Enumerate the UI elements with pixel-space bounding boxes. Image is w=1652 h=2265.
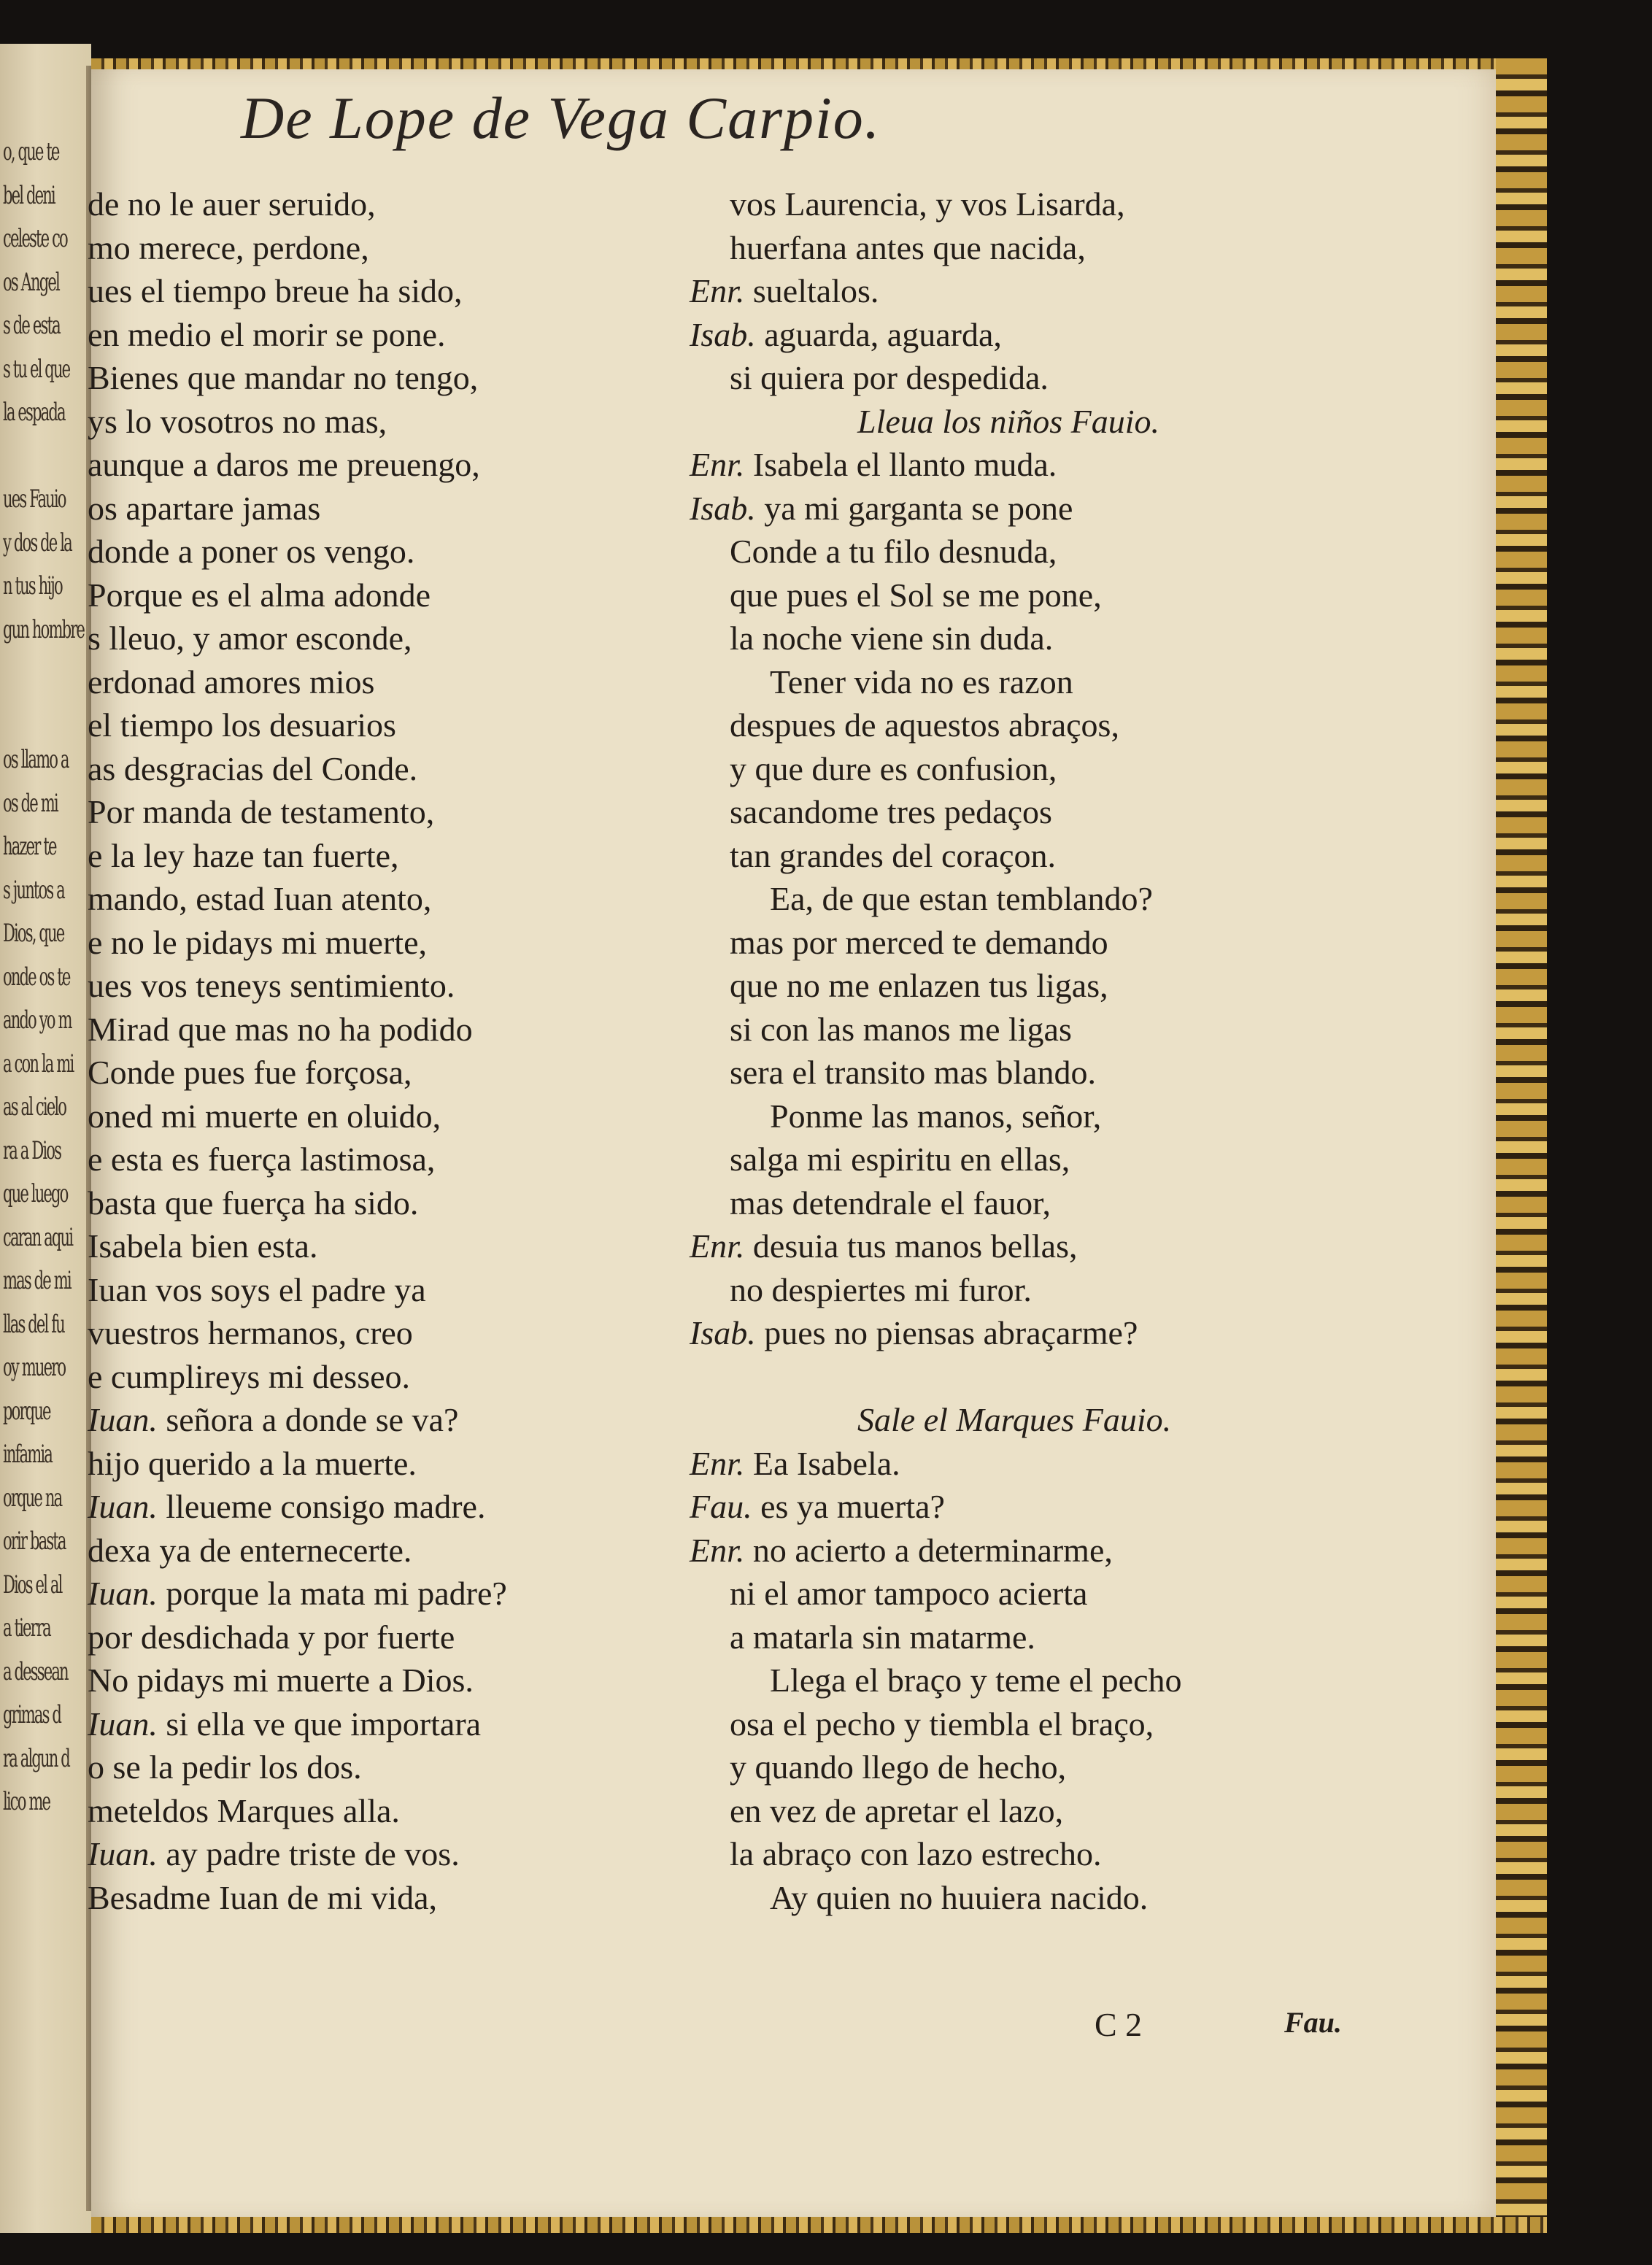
facing-page-fragment: bel deni bbox=[3, 180, 55, 210]
verse-text: por desdichada y por fuerte bbox=[88, 1618, 455, 1656]
verse-text: Ea Isabela. bbox=[752, 1444, 900, 1482]
verse-line bbox=[88, 1181, 507, 1225]
facing-page-fragment: a tierra bbox=[3, 1613, 50, 1643]
running-head: De Lope de Vega Carpio. bbox=[241, 85, 881, 151]
verse-line bbox=[88, 747, 507, 791]
verse-text: os apartare jamas bbox=[88, 489, 321, 527]
verse-text: que no me enlazen tus ligas, bbox=[730, 967, 1108, 1004]
facing-page-fragment: orir basta bbox=[3, 1527, 66, 1556]
verse-line bbox=[690, 1311, 1182, 1355]
verse-text: e la ley haze tan fuerte, bbox=[88, 836, 399, 874]
verse-line bbox=[690, 1051, 1182, 1095]
verse-line bbox=[690, 1485, 1182, 1529]
verse-line bbox=[690, 1702, 1182, 1746]
verse-line bbox=[88, 921, 507, 965]
verse-text: si quiera por despedida. bbox=[730, 359, 1049, 396]
verse-text: Llega el braço y teme el pecho bbox=[770, 1662, 1182, 1699]
verse-text: e esta es fuerça lastimosa, bbox=[88, 1141, 436, 1178]
verse-line bbox=[88, 269, 507, 313]
verse-line bbox=[690, 226, 1182, 270]
verse-text: ni el amor tampoco acierta bbox=[730, 1575, 1088, 1612]
speaker-label: Iuan. bbox=[88, 1835, 158, 1872]
verse-text: hijo querido a la muerte. bbox=[88, 1444, 417, 1482]
verse-text: mo merece, perdone, bbox=[88, 228, 369, 266]
verse-text: ues vos teneys sentimiento. bbox=[88, 967, 455, 1004]
verse-line bbox=[88, 1529, 507, 1573]
verse-text: mas por merced te demando bbox=[730, 923, 1108, 961]
verse-text: ay padre triste de vos. bbox=[166, 1835, 460, 1872]
verse-line bbox=[690, 1181, 1182, 1225]
speaker-label: Fau. bbox=[690, 1488, 752, 1525]
verse-line bbox=[690, 921, 1182, 965]
verse-text: la noche viene sin duda. bbox=[730, 620, 1054, 657]
verse-line bbox=[88, 790, 507, 834]
facing-page-fragment: os llamo a bbox=[3, 745, 69, 774]
verse-text: Ay quien no huuiera nacido. bbox=[770, 1878, 1149, 1916]
gilt-edge-bottom bbox=[91, 2217, 1547, 2233]
verse-text: no acierto a determinarme, bbox=[752, 1531, 1113, 1569]
verse-line bbox=[690, 574, 1182, 617]
speaker-label: Isab. bbox=[690, 489, 756, 527]
verse-text: Ea, de que estan temblando? bbox=[770, 880, 1153, 917]
speaker-label: Iuan. bbox=[88, 1488, 158, 1525]
facing-page-fragment: llas del fu bbox=[3, 1309, 64, 1339]
facing-page-fragment: o, que te bbox=[3, 137, 59, 166]
verse-text: sueltalos. bbox=[752, 272, 879, 309]
speaker-label: Enr. bbox=[690, 1444, 745, 1482]
verse-text: ya mi garganta se pone bbox=[764, 489, 1073, 527]
facing-page-edge bbox=[0, 44, 91, 2233]
stage-direction bbox=[690, 1398, 1182, 1442]
facing-page-fragment: que luego bbox=[3, 1179, 68, 1208]
verse-line bbox=[88, 182, 507, 226]
speaker-label: Enr. bbox=[690, 446, 745, 483]
speaker-label: Enr. bbox=[690, 272, 745, 309]
verse-line bbox=[88, 703, 507, 747]
facing-page-fragment: caran aqui bbox=[3, 1222, 73, 1252]
verse-line bbox=[88, 1702, 507, 1746]
facing-page-fragment: celeste co bbox=[3, 224, 67, 253]
verse-line bbox=[690, 313, 1182, 357]
verse-text: mando, estad Iuan atento, bbox=[88, 880, 432, 917]
speaker-label: Enr. bbox=[690, 1227, 745, 1265]
verse-text: de no le auer seruido, bbox=[88, 185, 376, 223]
verse-line bbox=[88, 530, 507, 574]
facing-page-fragment: os de mi bbox=[3, 788, 58, 818]
verse-line bbox=[690, 877, 1182, 921]
verse-line bbox=[690, 443, 1182, 487]
stage-direction-text: Sale el Marques Fauio. bbox=[857, 1401, 1172, 1438]
verse-text: la abraço con lazo estrecho. bbox=[730, 1835, 1102, 1872]
verse-text: Conde pues fue forçosa, bbox=[88, 1054, 412, 1091]
facing-page-fragment: Dios, que bbox=[3, 919, 64, 948]
verse-line bbox=[690, 964, 1182, 1008]
verse-text: salga mi espiritu en ellas, bbox=[730, 1141, 1070, 1178]
verse-text: a matarla sin matarme. bbox=[730, 1618, 1035, 1656]
facing-page-fragment: ues Fauio bbox=[3, 485, 66, 514]
facing-page-fragment: s juntos a bbox=[3, 875, 64, 905]
verse-text: huerfana antes que nacida, bbox=[730, 228, 1086, 266]
verse-line bbox=[88, 1485, 507, 1529]
verse-line bbox=[690, 530, 1182, 574]
catchword: Fau. bbox=[1284, 2006, 1342, 2039]
verse-text: oned mi muerte en oluido, bbox=[88, 1097, 441, 1135]
verse-text: as desgracias del Conde. bbox=[88, 749, 418, 787]
verse-text: Iuan vos soys el padre ya bbox=[88, 1270, 426, 1308]
verse-line bbox=[88, 1051, 507, 1095]
verse-line bbox=[690, 1832, 1182, 1876]
verse-line bbox=[690, 1138, 1182, 1181]
facing-page-fragment: as al cielo bbox=[3, 1092, 66, 1122]
verse-text: Conde a tu filo desnuda, bbox=[730, 533, 1057, 570]
verse-text: despues de aquestos abraços, bbox=[730, 706, 1119, 744]
gilt-edge-right bbox=[1496, 58, 1547, 2229]
verse-text: meteldos Marques alla. bbox=[88, 1791, 400, 1829]
facing-page-fragment: mas de mi bbox=[3, 1266, 71, 1295]
verse-text: pues no piensas abraçarme? bbox=[764, 1314, 1138, 1351]
verse-text: aguarda, aguarda, bbox=[764, 315, 1002, 353]
verse-text: y que dure es confusion, bbox=[730, 749, 1057, 787]
verse-line bbox=[88, 1268, 507, 1312]
verse-text: si con las manos me ligas bbox=[730, 1010, 1072, 1048]
facing-page-fragment: ra algun d bbox=[3, 1743, 69, 1773]
facing-page-fragment: ando yo m bbox=[3, 1006, 72, 1035]
verse-text: basta que fuerça ha sido. bbox=[88, 1184, 419, 1222]
verse-line bbox=[88, 1659, 507, 1702]
verse-line bbox=[88, 356, 507, 400]
verse-text: en vez de apretar el lazo, bbox=[730, 1791, 1064, 1829]
verse-text: en medio el morir se pone. bbox=[88, 315, 446, 353]
blank-line bbox=[690, 1355, 1182, 1399]
verse-line bbox=[88, 574, 507, 617]
verse-text: que pues el Sol se me pone, bbox=[730, 576, 1102, 614]
verse-line bbox=[690, 1789, 1182, 1833]
verse-text: e cumplireys mi desseo. bbox=[88, 1357, 411, 1395]
verse-line bbox=[690, 747, 1182, 791]
verse-line bbox=[690, 1442, 1182, 1486]
verse-line bbox=[88, 1832, 507, 1876]
verse-text: mas detendrale el fauor, bbox=[730, 1184, 1051, 1222]
verse-line bbox=[88, 660, 507, 704]
verse-text: vuestros hermanos, creo bbox=[88, 1314, 413, 1351]
left-text-column bbox=[88, 182, 507, 1919]
verse-line bbox=[88, 1224, 507, 1268]
signature-mark: C 2 bbox=[1095, 2006, 1143, 2043]
facing-page-fragment: porque bbox=[3, 1396, 50, 1426]
verse-text: lleueme consigo madre. bbox=[166, 1488, 486, 1525]
verse-line bbox=[88, 877, 507, 921]
verse-text: s lleuo, y amor esconde, bbox=[88, 620, 412, 657]
verse-text: Isabela el llanto muda. bbox=[752, 446, 1057, 483]
facing-page-fragment: ra a Dios bbox=[3, 1135, 61, 1165]
verse-text: o se la pedir los dos. bbox=[88, 1748, 362, 1786]
verse-text: y quando llego de hecho, bbox=[730, 1748, 1067, 1786]
facing-page-fragment: Dios el al bbox=[3, 1570, 62, 1600]
facing-page-fragment: gun hombre bbox=[3, 614, 85, 644]
verse-line bbox=[690, 1616, 1182, 1659]
verse-text: es ya muerta? bbox=[760, 1488, 945, 1525]
verse-text: Ponme las manos, señor, bbox=[770, 1097, 1102, 1135]
facing-page-fragment: s de esta bbox=[3, 311, 60, 340]
facing-page-fragment: lico me bbox=[3, 1787, 50, 1816]
verse-text: tan grandes del coraçon. bbox=[730, 836, 1057, 874]
verse-line bbox=[690, 660, 1182, 704]
speaker-label: Isab. bbox=[690, 315, 756, 353]
verse-text: si ella ve que importara bbox=[166, 1705, 482, 1743]
verse-line bbox=[690, 356, 1182, 400]
verse-line bbox=[690, 790, 1182, 834]
verse-line bbox=[690, 1008, 1182, 1052]
verse-line bbox=[690, 487, 1182, 530]
verse-line bbox=[690, 1876, 1182, 1920]
facing-page-fragment: y dos de la bbox=[3, 528, 72, 557]
speaker-label: Iuan. bbox=[88, 1401, 158, 1438]
verse-line bbox=[690, 1529, 1182, 1573]
verse-line bbox=[88, 834, 507, 878]
verse-line bbox=[88, 1616, 507, 1659]
verse-text: el tiempo los desuarios bbox=[88, 706, 396, 744]
facing-page-fragment: oy muero bbox=[3, 1353, 66, 1382]
verse-line bbox=[690, 1224, 1182, 1268]
verse-line bbox=[88, 1138, 507, 1181]
verse-text: ues el tiempo breue ha sido, bbox=[88, 272, 463, 309]
facing-page-fragment: hazer te bbox=[3, 832, 56, 861]
verse-line bbox=[88, 1398, 507, 1442]
facing-page-fragment: infamia bbox=[3, 1440, 52, 1469]
facing-page-fragment: n tus hijo bbox=[3, 571, 62, 601]
verse-text: Por manda de testamento, bbox=[88, 793, 435, 830]
verse-text: ys lo vosotros no mas, bbox=[88, 402, 387, 440]
facing-page-fragment: onde os te bbox=[3, 962, 70, 992]
verse-text: porque la mata mi padre? bbox=[166, 1575, 507, 1612]
facing-page-fragment: s tu el que bbox=[3, 354, 70, 384]
speaker-label: Iuan. bbox=[88, 1575, 158, 1612]
verse-line bbox=[88, 964, 507, 1008]
right-text-column bbox=[690, 182, 1182, 1919]
verse-line bbox=[88, 443, 507, 487]
verse-line bbox=[88, 1876, 507, 1920]
speaker-label: Isab. bbox=[690, 1314, 756, 1351]
verse-text: desuia tus manos bellas, bbox=[752, 1227, 1078, 1265]
verse-line bbox=[690, 703, 1182, 747]
verse-line bbox=[88, 1745, 507, 1789]
verse-text: Mirad que mas no ha podido bbox=[88, 1010, 473, 1048]
verse-text: donde a poner os vengo. bbox=[88, 533, 415, 570]
verse-text: sera el transito mas blando. bbox=[730, 1054, 1097, 1091]
verse-line bbox=[690, 1572, 1182, 1616]
verse-line bbox=[690, 1745, 1182, 1789]
speaker-label: Iuan. bbox=[88, 1705, 158, 1743]
verse-text: erdonad amores mios bbox=[88, 663, 375, 701]
verse-line bbox=[690, 1659, 1182, 1702]
facing-page-fragment: a dessean bbox=[3, 1656, 68, 1686]
facing-page-fragment: grimas d bbox=[3, 1700, 61, 1729]
verse-text: dexa ya de enternecerte. bbox=[88, 1531, 412, 1569]
verse-line bbox=[88, 617, 507, 660]
facing-page-fragment: orque na bbox=[3, 1483, 62, 1513]
verse-line bbox=[88, 313, 507, 357]
verse-line bbox=[88, 1789, 507, 1833]
verse-text: osa el pecho y tiembla el braço, bbox=[730, 1705, 1154, 1743]
verse-line bbox=[88, 1442, 507, 1486]
verse-text: Besadme Iuan de mi vida, bbox=[88, 1878, 438, 1916]
speaker-label: Enr. bbox=[690, 1531, 745, 1569]
verse-line bbox=[88, 1008, 507, 1052]
facing-page-fragment: la espada bbox=[3, 398, 65, 427]
verse-line bbox=[690, 269, 1182, 313]
verse-text: no despiertes mi furor. bbox=[730, 1270, 1032, 1308]
verse-text: señora a donde se va? bbox=[166, 1401, 459, 1438]
verse-line bbox=[88, 1355, 507, 1399]
facing-page-fragment: os Angel bbox=[3, 267, 59, 297]
verse-line bbox=[690, 834, 1182, 878]
verse-line bbox=[88, 400, 507, 444]
verse-line bbox=[690, 617, 1182, 660]
verse-text: e no le pidays mi muerte, bbox=[88, 923, 427, 961]
stage-direction-text: Lleua los niños Fauio. bbox=[857, 402, 1160, 440]
verse-text: Porque es el alma adonde bbox=[88, 576, 431, 614]
verse-text: aunque a daros me preuengo, bbox=[88, 446, 480, 483]
verse-line bbox=[690, 1268, 1182, 1312]
verse-text: Bienes que mandar no tengo, bbox=[88, 359, 479, 396]
verse-line bbox=[88, 1572, 507, 1616]
verse-line bbox=[88, 1311, 507, 1355]
verse-line bbox=[690, 1095, 1182, 1138]
verse-text: No pidays mi muerte a Dios. bbox=[88, 1662, 474, 1699]
verse-line bbox=[88, 226, 507, 270]
stage-direction bbox=[690, 400, 1182, 444]
verse-text: Tener vida no es razon bbox=[770, 663, 1073, 701]
verse-line bbox=[690, 182, 1182, 226]
verse-text: sacandome tres pedaços bbox=[730, 793, 1052, 830]
verse-line bbox=[88, 487, 507, 530]
verse-text: Isabela bien esta. bbox=[88, 1227, 318, 1265]
verse-text: vos Laurencia, y vos Lisarda, bbox=[730, 185, 1125, 223]
facing-page-fragment: a con la mi bbox=[3, 1049, 74, 1079]
verse-line bbox=[88, 1095, 507, 1138]
